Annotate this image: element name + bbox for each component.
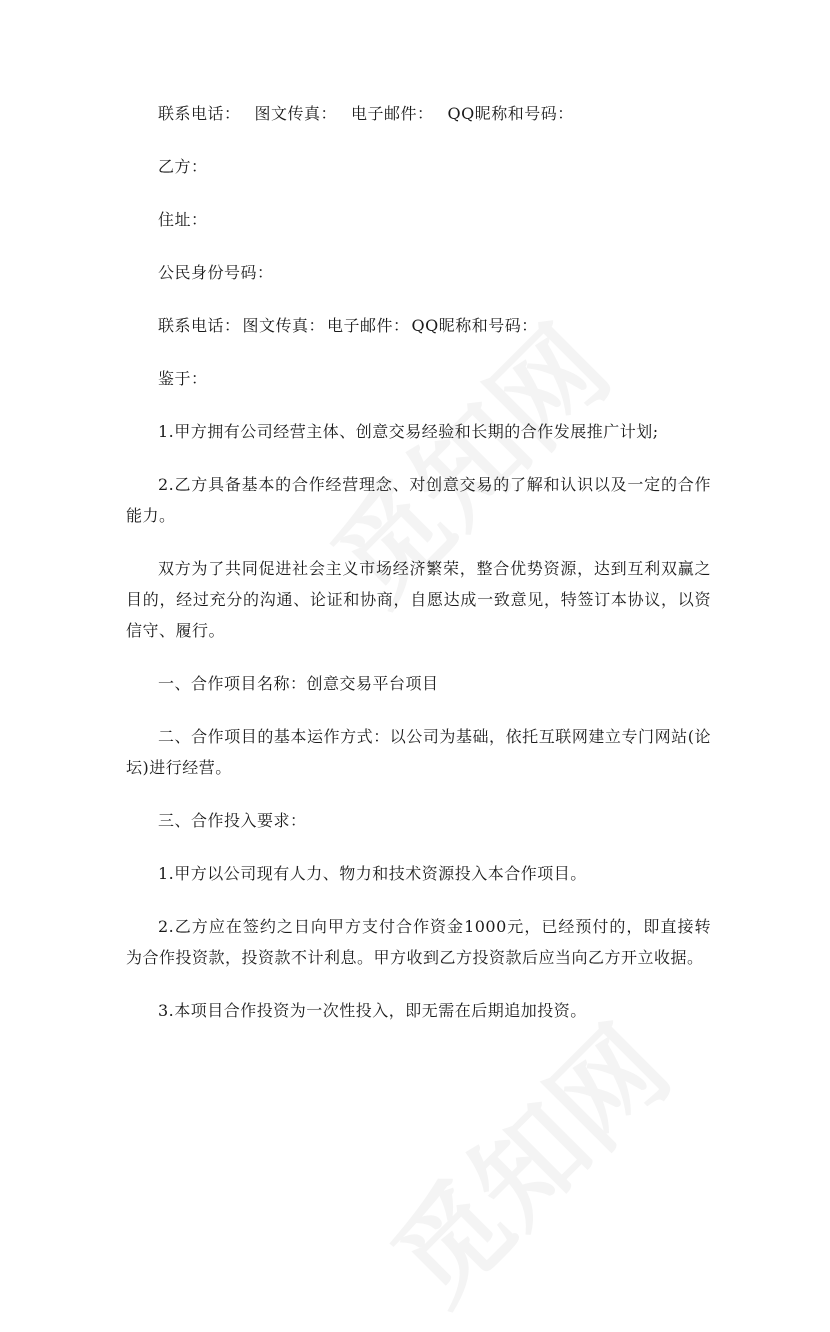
document-body (126, 98, 711, 1048)
email-label: 电子邮件： (351, 104, 434, 123)
requirement-3: 3.本项目合作投资为一次性投入，即无需在后期追加投资。 (158, 1001, 587, 1020)
whereas-heading: 鉴于： (158, 369, 208, 388)
section-1-project-name: 一、合作项目名称：创意交易平台项目 (158, 674, 439, 693)
requirement-2: 2.乙方应在签约之日向甲方支付合作资金1000元，已经预付的，即直接转为合作投资款，投资款不计利息。甲方收到乙方投资款后应当向乙方开立收据。 (126, 917, 711, 967)
qq-label: QQ昵称和号码： (447, 104, 574, 123)
email-label: 电子邮件： (327, 316, 410, 335)
section-3-heading: 三、合作投入要求： (158, 811, 307, 830)
whereas-item-2: 2.乙方具备基本的合作经营理念、对创意交易的了解和认识以及一定的合作能力。 (126, 475, 711, 525)
phone-label: 联系电话： (158, 104, 241, 123)
id-number-label: 公民身份号码： (158, 263, 274, 282)
address-label: 住址： (158, 210, 208, 229)
party-b-label: 乙方： (158, 157, 208, 176)
contact-line-party-a (126, 98, 711, 129)
contact-line-party-b (126, 310, 711, 341)
section-2-operation-mode: 二、合作项目的基本运作方式：以公司为基础，依托互联网建立专门网站(论坛)进行经营。 (126, 727, 711, 777)
preamble-paragraph: 双方为了共同促进社会主义市场经济繁荣，整合优势资源，达到互利双赢之目的，经过充分的沟通、论证和协商，自愿达成一致意见，特签订本协议，以资信守、履行。 (126, 559, 711, 640)
qq-label: QQ昵称和号码： (411, 316, 538, 335)
fax-label: 图文传真： (242, 316, 326, 335)
fax-label: 图文传真： (254, 104, 338, 123)
phone-label: 联系电话： (158, 316, 241, 335)
whereas-item-1: 1.甲方拥有公司经营主体、创意交易经验和长期的合作发展推广计划; (158, 422, 659, 441)
requirement-1: 1.甲方以公司现有人力、物力和技术资源投入本合作项目。 (158, 864, 587, 883)
